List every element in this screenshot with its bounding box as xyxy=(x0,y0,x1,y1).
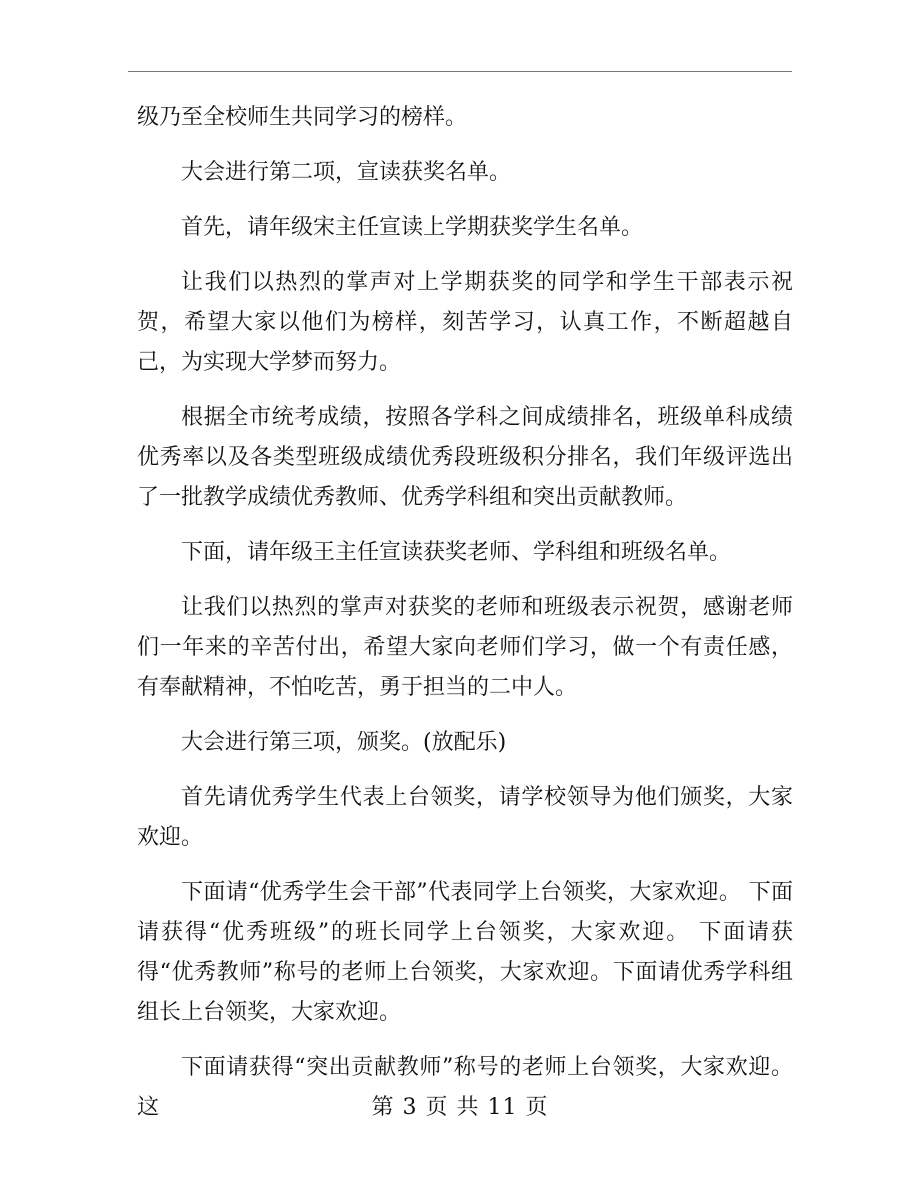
paragraph: 大会进行第三项，颁奖。(放配乐) xyxy=(181,730,507,755)
paragraph: 首先，请年级宋主任宣读上学期获奖学生名单。 xyxy=(181,215,644,240)
document-body xyxy=(137,98,793,1143)
header-rule xyxy=(128,71,792,72)
paragraph: 首先请优秀学生代表上台领奖，请学校领导为他们颁奖，大家欢迎。 xyxy=(137,785,793,850)
paragraph: 级乃至全校师生共同学习的榜样。 xyxy=(137,105,468,130)
paragraph: 根据全市统考成绩，按照各学科之间成绩排名，班级单科成绩优秀率以及各类型班级成绩优秀段班级积分排名，我们年级评选出了一批教学成绩优秀教师、优秀学科组和突出贡献教师。 xyxy=(137,405,793,510)
paragraph: 下面，请年级王主任宣读获奖老师、学科组和班级名单。 xyxy=(181,540,732,565)
paragraph: 大会进行第二项，宣读获奖名单。 xyxy=(181,160,512,185)
page-number-footer: 第 3 页 共 11 页 xyxy=(371,1095,549,1120)
paragraph: 让我们以热烈的掌声对获奖的老师和班级表示祝贺，感谢老师们一年来的辛苦付出，希望大家向老师们学习，做一个有责任感，有奉献精神，不怕吃苦，勇于担当的二中人。 xyxy=(137,595,793,700)
paragraph: 下面请“优秀学生会干部”代表同学上台领奖，大家欢迎。 下面请获得“优秀班级”的班长同学上台领奖，大家欢迎。 下面请获得“优秀教师”称号的老师上台领奖，大家欢迎。下面请优秀学科组组长上台领奖，大家欢迎。 xyxy=(137,880,793,1025)
paragraph: 下面请获得“突出贡献教师”称号的老师上台领奖，大家欢迎。这 xyxy=(137,1055,793,1120)
paragraph: 让我们以热烈的掌声对上学期获奖的同学和学生干部表示祝贺，希望大家以他们为榜样，刻苦学习，认真工作，不断超越自己，为实现大学梦而努力。 xyxy=(137,270,793,375)
